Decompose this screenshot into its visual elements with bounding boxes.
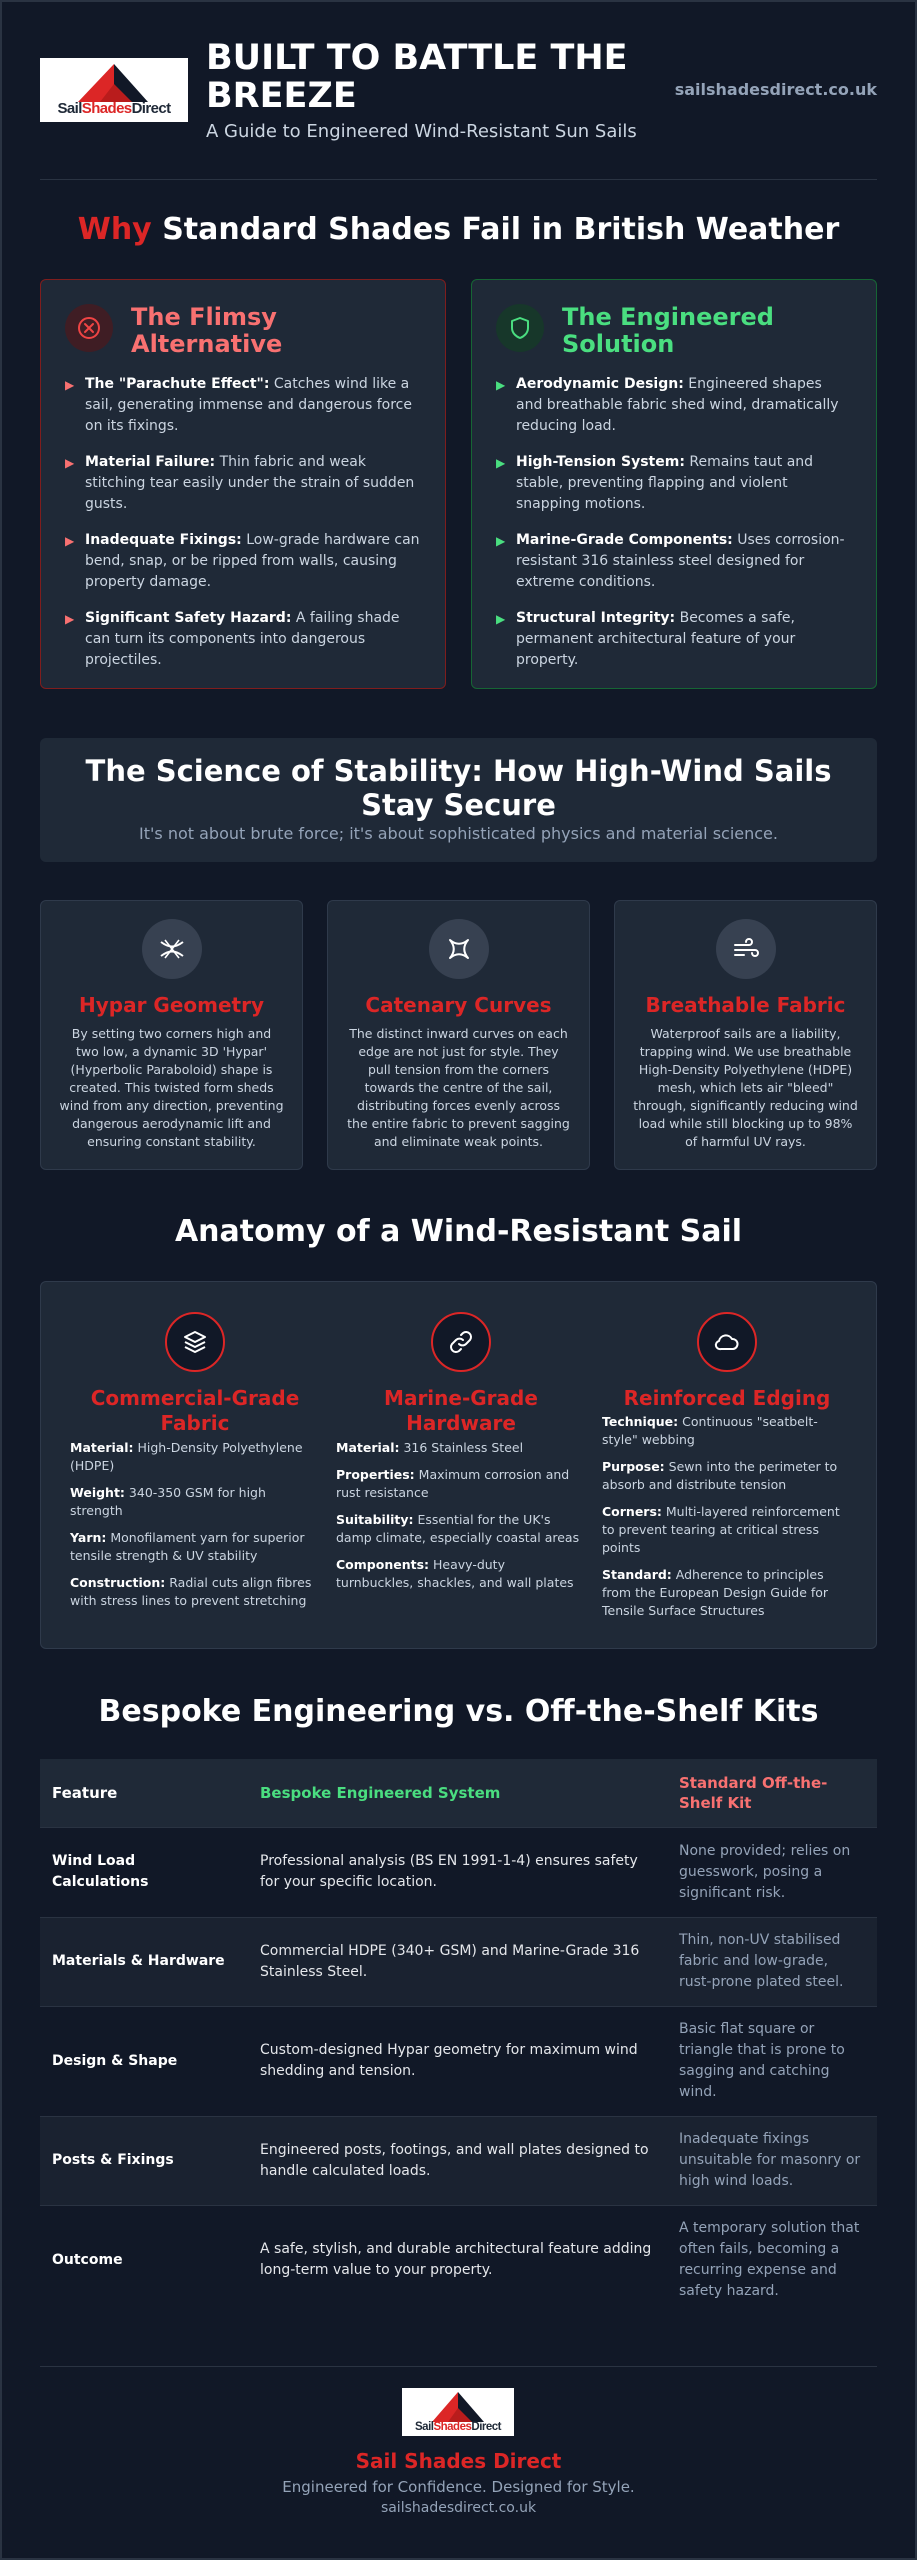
- standard-cell: A temporary solution that often fails, becoming a recurring expense and safety hazard.: [679, 2220, 860, 2300]
- anatomy-panel: [40, 1281, 877, 1649]
- spec-item: [336, 1466, 586, 1502]
- arrow-icon: ▶: [496, 612, 506, 626]
- feature-cell: Outcome: [52, 2251, 123, 2268]
- footer-logo[interactable]: [402, 2388, 514, 2436]
- footer-site-link[interactable]: sailshadesdirect.co.uk: [380, 2500, 537, 2516]
- page-title: BUILT TO BATTLE THE BREEZE: [206, 37, 628, 116]
- table-header: [40, 1759, 877, 1827]
- spec-label: Technique:: [602, 1414, 679, 1429]
- cloud-icon: [697, 1312, 757, 1372]
- spec-item: [70, 1439, 320, 1475]
- arrow-icon: ▶: [65, 456, 75, 470]
- bespoke-cell: A safe, stylish, and durable architectural feature adding long-term value to your property.: [260, 2241, 652, 2279]
- footer-divider: [40, 2366, 877, 2367]
- list-item: [496, 608, 852, 671]
- comparison-table: [40, 1759, 877, 2315]
- column-title: Reinforced Edging: [623, 1386, 831, 1410]
- item-label: Significant Safety Hazard:: [85, 610, 292, 626]
- spec-label: Construction:: [70, 1575, 166, 1590]
- spec-label: Components:: [336, 1557, 430, 1572]
- hypar-icon: [142, 919, 202, 979]
- logo-text: [402, 2421, 514, 2433]
- why-heading: [40, 212, 877, 247]
- anatomy-heading: Anatomy of a Wind-Resistant Sail: [174, 1214, 743, 1249]
- card-title: The Flimsy Alternative: [131, 303, 283, 358]
- bespoke-cell: Professional analysis (BS EN 1991-1-4) ensures safety for your specific location.: [260, 1853, 638, 1890]
- standard-cell: None provided; relies on guesswork, posing a significant risk.: [679, 1842, 851, 1901]
- item-text: Remains taut and stable, preventing flapping and violent snapping motions.: [516, 454, 814, 512]
- feature-cell: Wind Load Calculations: [52, 1853, 149, 1890]
- arrow-icon: ▶: [496, 456, 506, 470]
- spec-text: High-Density Polyethylene (HDPE): [70, 1440, 303, 1473]
- logo-text-direct: Direct: [471, 2421, 501, 2433]
- spec-label: Standard:: [602, 1567, 672, 1582]
- spec-item: [602, 1413, 852, 1449]
- list-item: [496, 374, 852, 437]
- card-title: Catenary Curves: [365, 993, 552, 1017]
- bespoke-cell: Commercial HDPE (340+ GSM) and Marine-Grade 316 Stainless Steel.: [260, 1942, 640, 1980]
- footer-brand: Sail Shades Direct: [355, 2449, 562, 2473]
- spec-label: Material:: [336, 1440, 400, 1455]
- item-label: High-Tension System:: [516, 454, 685, 470]
- flimsy-alternative-card: [40, 279, 446, 689]
- card-body: Waterproof sails are a liability, trapping wind. We use breathable High-Density Polyethylene (HDPE) mesh, which lets air "bleed" through, significantly reducing wind load while still blocking up to 98% of harmful UV rays.: [633, 1026, 858, 1149]
- link-icon: [431, 1312, 491, 1372]
- header-standard: Standard Off-the-Shelf Kit: [679, 1773, 828, 1812]
- layers-icon: [165, 1312, 225, 1372]
- header-divider: [40, 179, 877, 180]
- spec-label: Material:: [70, 1440, 134, 1455]
- table-header-row: [40, 1759, 877, 1827]
- table-row: [40, 2006, 877, 2116]
- feature-cell: Materials & Hardware: [52, 1953, 225, 1969]
- catenary-curves-card: [327, 900, 590, 1170]
- spec-item: [602, 1566, 852, 1620]
- bespoke-cell: Engineered posts, footings, and wall plates designed to handle calculated loads.: [260, 2141, 649, 2179]
- spec-item: [336, 1556, 586, 1592]
- spec-text: Continuous "seatbelt-style" webbing: [602, 1414, 818, 1447]
- spec-text: Multi-layered reinforcement to prevent tearing at critical stress points: [602, 1504, 840, 1555]
- hypar-geometry-card: [40, 900, 303, 1170]
- logo-text-direct: Direct: [131, 100, 171, 117]
- spec-label: Suitability:: [336, 1512, 414, 1527]
- science-title: The Science of Stability: How High-Wind Sails Stay Secure: [85, 754, 832, 822]
- header-bespoke: Bespoke Engineered System: [260, 1783, 501, 1802]
- arrow-icon: ▶: [65, 378, 75, 392]
- column-title: Marine-Grade Hardware: [384, 1386, 538, 1435]
- spec-label: Weight:: [70, 1485, 125, 1500]
- shield-icon: [496, 304, 544, 352]
- header-feature: Feature: [52, 1783, 118, 1802]
- spec-item: [336, 1511, 586, 1547]
- engineered-solution-card: [471, 279, 877, 689]
- spec-text: Monofilament yarn for superior tensile strength & UV stability: [70, 1530, 305, 1563]
- standard-cell: Basic flat square or triangle that is prone to sagging and catching wind.: [679, 2021, 845, 2100]
- arrow-icon: ▶: [65, 612, 75, 626]
- spec-item: [70, 1574, 320, 1610]
- feature-cell: Design & Shape: [52, 2052, 178, 2069]
- spec-text: 316 Stainless Steel: [399, 1440, 524, 1455]
- item-text: Becomes a safe, permanent architectural feature of your property.: [516, 610, 796, 668]
- why-heading-accent: Why: [77, 212, 152, 247]
- spec-text: Heavy-duty turnbuckles, shackles, and wall plates: [336, 1557, 574, 1590]
- card-title: Hypar Geometry: [79, 993, 264, 1017]
- feature-cell: Posts & Fixings: [52, 2152, 174, 2168]
- item-label: Material Failure:: [85, 454, 216, 470]
- wind-icon: [716, 919, 776, 979]
- header: [40, 36, 877, 144]
- spec-label: Properties:: [336, 1467, 415, 1482]
- spec-item: [336, 1439, 586, 1457]
- standard-cell: Thin, non-UV stabilised fabric and low-grade, rust-prone plated steel.: [679, 1932, 844, 1990]
- list-item: [65, 530, 421, 593]
- spec-text: Essential for the UK's damp climate, especially coastal areas: [336, 1512, 580, 1545]
- why-heading-rest: Standard Shades Fail in British Weather: [151, 212, 840, 247]
- list-item: [65, 452, 421, 515]
- table-row: [40, 2205, 877, 2315]
- spec-text: 340-350 GSM for high strength: [70, 1485, 266, 1518]
- item-text: Thin fabric and weak stitching tear easily under the strain of sudden gusts.: [85, 454, 415, 512]
- item-label: Marine-Grade Components:: [516, 532, 733, 548]
- card-title: The Engineered Solution: [562, 303, 774, 358]
- item-label: The "Parachute Effect":: [85, 376, 270, 392]
- logo-text-sail: Sail: [415, 2421, 434, 2433]
- spec-list: [336, 1439, 586, 1601]
- arrow-icon: ▶: [496, 378, 506, 392]
- table-row: [40, 1917, 877, 2006]
- item-text: Low-grade hardware can bend, snap, or be ripped from walls, causing property damage.: [85, 532, 420, 590]
- item-text: Engineered shapes and breathable fabric shed wind, dramatically reducing load.: [516, 376, 839, 434]
- comparison-heading: Bespoke Engineering vs. Off-the-Shelf Kits: [98, 1694, 819, 1729]
- spec-text: Adherence to principles from the European Design Guide for Tensile Surface Structures: [602, 1567, 829, 1618]
- list-item: [65, 374, 421, 437]
- arrow-icon: ▶: [65, 534, 75, 548]
- spec-label: Purpose:: [602, 1459, 665, 1474]
- spec-text: Sewn into the perimeter to absorb and distribute tension: [602, 1459, 838, 1492]
- science-subtitle: It's not about brute force; it's about sophisticated physics and material science.: [139, 824, 778, 843]
- page-subtitle: A Guide to Engineered Wind-Resistant Sun Sails: [206, 120, 637, 142]
- item-label: Inadequate Fixings:: [85, 532, 242, 548]
- header-titles: [206, 39, 675, 142]
- brand-logo[interactable]: [40, 58, 188, 122]
- spec-item: [602, 1503, 852, 1557]
- logo-text-shades: Shades: [81, 100, 132, 117]
- spec-text: Maximum corrosion and rust resistance: [336, 1467, 570, 1500]
- card-body: By setting two corners high and two low, a dynamic 3D 'Hypar' (Hyperbolic Paraboloid) shape is created. This twisted form sheds wind from any direction, preventing dangerous aerodynamic lift and ensuring constant stability.: [59, 1026, 284, 1149]
- footer-tagline: Engineered for Confidence. Designed for Style.: [282, 2478, 635, 2496]
- bespoke-cell: Custom-designed Hypar geometry for maximum wind shedding and tension.: [260, 2042, 638, 2079]
- list-item: [496, 452, 852, 515]
- standard-cell: Inadequate fixings unsuitable for masonry or high wind loads.: [679, 2131, 861, 2189]
- item-label: Structural Integrity:: [516, 610, 676, 626]
- spec-label: Corners:: [602, 1504, 662, 1519]
- logo-text-sail: Sail: [57, 100, 82, 117]
- item-text: A failing shade can turn its components into dangerous projectiles.: [85, 610, 400, 668]
- spec-label: Yarn:: [70, 1530, 107, 1545]
- table-row: [40, 2116, 877, 2205]
- logo-text-shades: Shades: [433, 2421, 472, 2433]
- card-header: [65, 304, 391, 358]
- list-item: [496, 530, 852, 593]
- solution-list: [496, 374, 852, 686]
- item-text: Catches wind like a sail, generating immense and dangerous force on its fixings.: [85, 376, 412, 434]
- spec-item: [602, 1458, 852, 1494]
- spec-item: [70, 1484, 320, 1520]
- card-body: The distinct inward curves on each edge are not just for style. They pull tension from the corners towards the centre of the sail, distributing forces evenly across the entire fabric to prevent sagging and eliminate weak points.: [347, 1026, 570, 1149]
- spec-list: [70, 1439, 320, 1619]
- problem-list: [65, 374, 421, 686]
- x-circle-icon: [65, 304, 113, 352]
- item-label: Aerodynamic Design:: [516, 376, 684, 392]
- spec-text: Radial cuts align fibres with stress lines to prevent stretching: [70, 1575, 312, 1608]
- list-item: [65, 608, 421, 671]
- spec-list: [602, 1413, 852, 1629]
- item-text: Uses corrosion-resistant 316 stainless steel designed for extreme conditions.: [516, 532, 845, 590]
- site-url[interactable]: sailshadesdirect.co.uk: [674, 80, 877, 99]
- science-banner: [40, 738, 877, 862]
- card-header: [496, 304, 822, 358]
- card-title: Breathable Fabric: [645, 993, 846, 1017]
- table-row: [40, 1827, 877, 1917]
- arrow-icon: ▶: [496, 534, 506, 548]
- spec-item: [70, 1529, 320, 1565]
- breathable-fabric-card: [614, 900, 877, 1170]
- column-title: Commercial-Grade Fabric: [90, 1386, 300, 1435]
- logo-text: [42, 100, 186, 117]
- catenary-icon: [429, 919, 489, 979]
